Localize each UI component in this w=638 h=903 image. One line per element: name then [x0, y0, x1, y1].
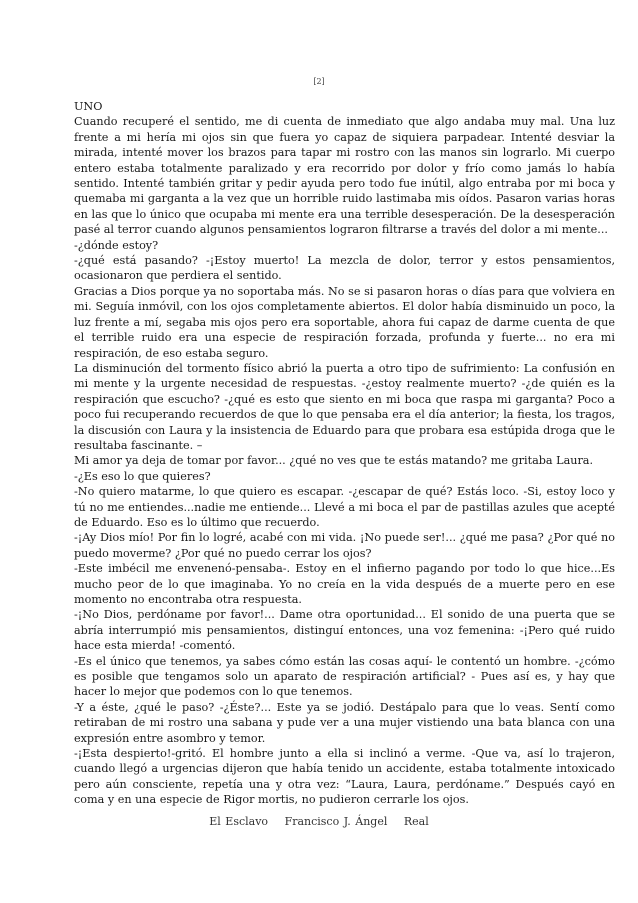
paragraph: -Es el único que tenemos, ya sabes cómo están las cosas aquí- le contentó un hombre. -¿cómo es posible que tengamos solo un aparato de respiración artificial? - Pues así es, y hay que hacer lo mejor que podemos con lo que tenemos. — [74, 654, 615, 699]
footer-author-suffix: Real — [403, 815, 429, 828]
paragraph: -¡No Dios, perdóname por favor!... Dame otra oportunidad... El sonido de una puerta que se abría interrumpió mis pensamientos, distinguí entonces, una voz femenina: -¡Pero qué ruido hace esta mierda! -comentó. — [74, 608, 615, 653]
page-footer — [0, 815, 638, 828]
footer-author: Francisco J. Ángel — [284, 815, 388, 828]
paragraph: -¡Ay Dios mío! Por fin lo logré, acabé con mi vida. ¡No puede ser!... ¿qué me pasa? ¿Por qué no puedo moverme? ¿Por qué no puedo cerrar los ojos? — [74, 531, 615, 560]
paragraph: -¿dónde estoy? — [74, 238, 159, 252]
paragraph: -Y a éste, ¿qué le paso? -¿Éste?... Este ya se jodió. Destápalo para que lo veas. Sentí como retiraban de mi rostro una sabana y pude ver a una mujer vistiendo una bata blanca con una expresión entre asombro y temor. — [74, 700, 615, 745]
paragraph: -¡Esta despierto!-gritó. El hombre junto a ella si inclinó a verme. -Que va, así lo trajeron, cuando llegó a urgencias dijeron que había tenido un accidente, estaba totalmente intoxicado pero aún consciente, repetía una y otra vez: “Laura, Laura, perdóname.” Después cayó en coma y en una especie de Rigor mortis, no pudieron cerrarle los ojos. — [74, 747, 615, 807]
paragraph: -¿Es eso lo que quieres? — [74, 469, 211, 483]
paragraph: -Este imbécil me envenenó-pensaba-. Estoy en el infierno pagando por todo lo que hice...Es mucho peor de lo que imaginaba. Yo no creía en la vida después de a muerte pero en ese momento no encontraba otra respuesta. — [74, 562, 615, 606]
paragraph: Cuando recuperé el sentido, me di cuenta de inmediato que algo andaba muy mal. Una luz frente a mi hería mi ojos sin que fuera yo capaz de siquiera parpadear. Intenté desviar la mirada, intenté mover los brazos para tapar mi rostro con las manos sin lograrlo. Mi cuerpo entero estaba totalmente paralizado y era recorrido por dolor y frío como jamás lo había sentido. Intenté también gritar y pedir ayuda pero todo fue inútil, algo entraba por mi boca y quemaba mi garganta a la vez que un horrible ruido lastimaba mis oídos. Pasaron varias horas en las que lo único que ocupaba mi mente era una terrible desesperación. De la desesperación pasé al terror cuando algunos pensamientos lograron filtrarse a través del dolor a mi mente... — [74, 115, 615, 237]
footer-book-title: El Esclavo — [209, 815, 269, 828]
paragraph: Gracias a Dios porque ya no soportaba más. No se si pasaron horas o días para que volviera en mi. Seguía inmóvil, con los ojos completamente abiertos. El dolor había disminuido un poco, la luz frente a mí, segaba mis ojos pero era soportable, ahora fui capaz de darme cuenta de que el terrible ruido era una especie de respiración forzada, profunda y fuerte... no era mi respiración, de eso estaba seguro. — [74, 284, 615, 360]
paragraph: -No quiero matarme, lo que quiero es escapar. -¿escapar de qué? Estás loco. -Si, estoy loco y tú no me entiendes...nadie me entiende... Llevé a mi boca el par de pastillas azules que acepté de Eduardo. Eso es lo último que recuerdo. — [74, 485, 615, 529]
paragraph: -¿qué está pasando? -¡Estoy muerto! La mezcla de dolor, terror y estos pensamientos, ocasionaron que perdiera el sentido. — [74, 254, 615, 283]
body-text — [74, 99, 615, 808]
page-number: [2] — [313, 77, 325, 86]
paragraph: Mi amor ya deja de tomar por favor... ¿qué no ves que te estás matando? me gritaba Laura. — [74, 454, 594, 468]
paragraph: La disminución del tormento físico abrió la puerta a otro tipo de sufrimiento: La confusión en mi mente y la urgente necesidad de respuestas. -¿estoy realmente muerto? -¿de quién es la respiración que escucho? -¿qué es esto que siento en mi boca que raspa mi garganta? Poco a poco fui recuperando recuerdos de que lo que pensaba era el día anterior; la fiesta, los tragos, la discusión con Laura y la insistencia de Eduardo para que probara esa estúpida droga que le resultaba fascinante. – — [74, 361, 615, 452]
chapter-title: UNO — [74, 100, 103, 113]
